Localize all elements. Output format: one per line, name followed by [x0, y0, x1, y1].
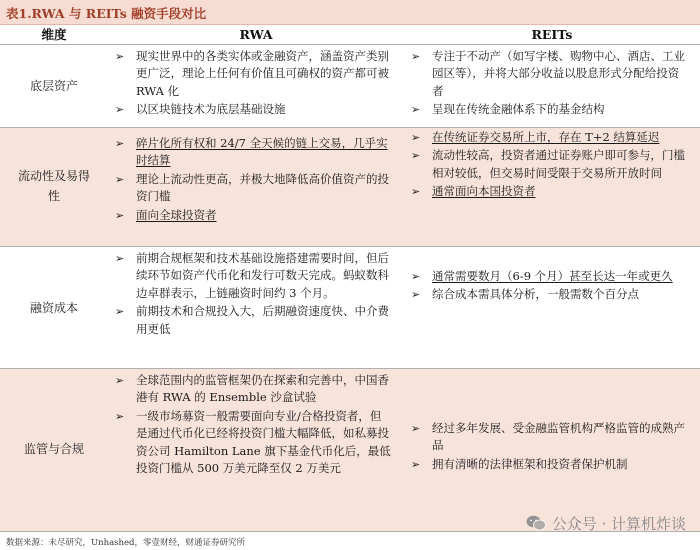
check-arrow-icon: ➢ — [115, 137, 125, 150]
check-arrow-icon: ➢ — [115, 172, 125, 186]
header-dimension: 维度 — [41, 27, 67, 42]
check-arrow-icon: ➢ — [411, 185, 421, 199]
check-arrow-icon: ➢ — [411, 103, 421, 117]
header-row — [0, 25, 700, 44]
rwa-cell — [108, 249, 392, 338]
rwa-cell — [108, 134, 392, 224]
list-item: ➢ 理论上流动性更高，并极大地降低高价值资产的投资门槛 — [115, 171, 389, 204]
list-item: ➢ 流动性较高，投资者通过证券账户即可参与，门槛相对较低，但交易时间受限于交易所开放时间 — [411, 148, 685, 180]
table-row — [0, 369, 700, 531]
check-arrow-icon: ➢ — [115, 252, 125, 265]
row-label: 底层资产 — [29, 79, 78, 93]
list-item: ➢ 专注于不动产（如写字楼、购物中心、酒店、工业园区等），并将大部分收益以股息形式分配给投资者 — [411, 49, 685, 98]
list-item: ➢ 拥有清晰的法律框架和投资者保护机制 — [404, 456, 690, 473]
table-row — [0, 45, 700, 127]
check-arrow-icon: ➢ — [411, 149, 421, 163]
check-arrow-icon: ➢ — [411, 50, 421, 63]
list-item: ➢ 面向全球投资者 — [108, 207, 392, 224]
check-arrow-icon: ➢ — [411, 457, 421, 471]
list-item: ➢ 一级市场募资一般需要面向专业/合格投资者，但是通过代币化已经将投资门槛大幅降低，如私募投资公司 Hamilton Lane 旗下基金代币化后，最低投资门槛从 500 万美元降至仅 2 万美元 — [115, 408, 391, 476]
list-item: ➢ 呈现在传统金融体系下的基金结构 — [404, 101, 690, 118]
list-item: ➢ 前期技术和合规投入大，后期融资速度快、中介费用更低 — [115, 304, 389, 336]
rwa-cell — [108, 47, 392, 119]
table-title: 表1.RWA 与 REITs 融资手段对比 — [6, 6, 207, 21]
list-item: ➢ 全球范围内的监管框架仍在探索和完善中，中国香港有 RWA 的 Ensemble 沙盒试验 — [115, 373, 389, 405]
check-arrow-icon: ➢ — [115, 103, 125, 117]
list-item: ➢ 综合成本需具体分析，一般需数个百分点 — [404, 286, 690, 303]
check-arrow-icon: ➢ — [411, 270, 421, 283]
list-item: ➢ 通常需要数月（6-9 个月）甚至长达一年或更久 — [404, 268, 690, 285]
row-label: 融资成本 — [29, 301, 78, 315]
row-label: 监管与合规 — [23, 442, 84, 456]
header-reits: REITs — [531, 27, 573, 42]
list-item: ➢ 在传统证券交易所上市，存在 T+2 结算延迟 — [404, 129, 690, 146]
table-row — [0, 128, 700, 246]
list-item: ➢ 以区块链技术为底层基础设施 — [108, 101, 392, 118]
list-item: ➢ 碎片化所有权和 24/7 全天候的链上交易，几乎实时结算 — [115, 136, 388, 168]
check-arrow-icon: ➢ — [115, 208, 125, 222]
list-item: ➢ 经过多年发展、受金融监管机构严格监管的成熟产品 — [411, 421, 685, 453]
check-arrow-icon: ➢ — [411, 422, 421, 435]
reits-cell — [404, 47, 690, 119]
check-arrow-icon: ➢ — [411, 288, 421, 302]
reits-cell — [404, 128, 690, 201]
rwa-cell — [108, 371, 392, 477]
check-arrow-icon: ➢ — [115, 305, 125, 319]
watermark-text: 公众号 · 计算机炸谈 — [551, 514, 686, 533]
reits-cell — [404, 267, 690, 304]
table-title-bar — [0, 0, 700, 25]
watermark — [526, 511, 686, 535]
list-item: ➢ 通常面向本国投资者 — [404, 183, 690, 200]
check-arrow-icon: ➢ — [115, 409, 125, 423]
check-arrow-icon: ➢ — [411, 131, 421, 144]
row-label: 流动性及易得性 — [17, 169, 90, 203]
wechat-icon — [526, 515, 546, 531]
list-item: ➢ 现实世界中的各类实体或金融资产，涵盖资产类别更广泛，理论上任何有价值且可确权的资产都可被 RWA 化 — [115, 49, 389, 98]
reits-cell — [404, 419, 690, 473]
list-item: ➢ 前期合规框架和技术基础设施搭建需要时间，但后续环节如资产代币化和发行可数天完成。蚂蚁数科边卓群表示，上链融资时间约 3 个月。 — [115, 251, 389, 300]
check-arrow-icon: ➢ — [115, 50, 125, 63]
source-note: 数据来源：未尽研究，Unhashed，零壹财经，财通证券研究所 — [6, 538, 245, 548]
check-arrow-icon: ➢ — [115, 374, 125, 387]
table-row — [0, 247, 700, 368]
header-rwa: RWA — [239, 27, 273, 42]
